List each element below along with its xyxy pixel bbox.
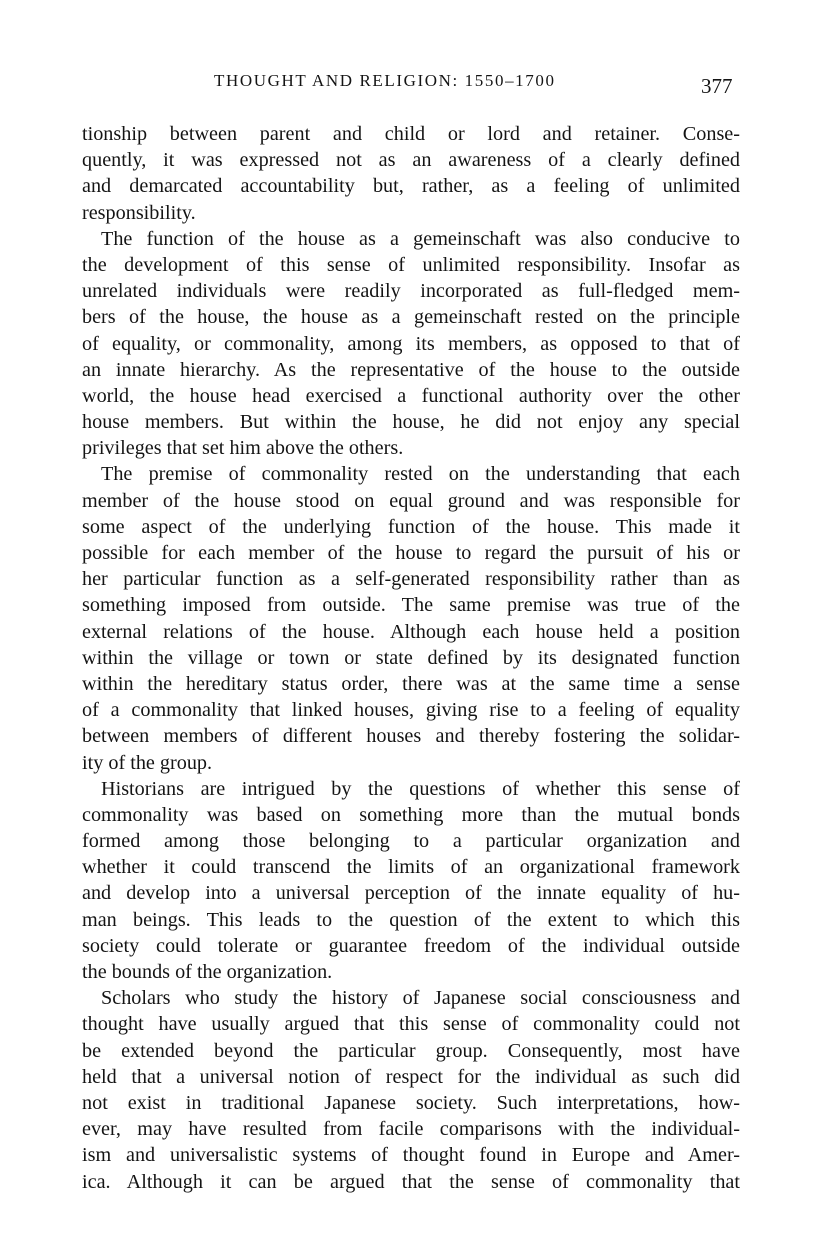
page-header [0,71,822,101]
text-line: the development of this sense of unlimited responsibility. Insofar as [82,253,740,276]
text-line: house members. But within the house, he did not enjoy any special [82,411,740,434]
text-line: quently, it was expressed not as an awareness of a clearly defined [82,149,740,172]
text-line: of equality, or commonality, among its members, as opposed to that of [82,332,740,355]
text-line: external relations of the house. Although each house held a position [82,620,740,643]
text-line: society could tolerate or guarantee freedom of the individual outside [82,934,740,957]
text-line: ica. Although it can be argued that the sense of commonality that [82,1170,740,1193]
paragraph [82,776,740,986]
text-line: bers of the house, the house as a gemeinschaft rested on the principle [82,306,740,329]
paragraph [82,121,740,226]
text-line: not exist in traditional Japanese society. Such interpretations, how- [82,1091,740,1114]
text-line: and demarcated accountability but, rather, as a feeling of unlimited [82,175,740,198]
text-line: the bounds of the organization. [82,961,333,983]
text-line: something imposed from outside. The same premise was true of the [82,594,740,617]
text-line: some aspect of the underlying function of the house. This made it [82,515,740,538]
text-line: be extended beyond the particular group. Consequently, most have [82,1039,740,1062]
text-line: between members of different houses and thereby fostering the solidar- [82,725,740,748]
text-line: commonality was based on something more than the mutual bonds [82,803,740,826]
text-line: ism and universalistic systems of thought found in Europe and Amer- [82,1144,740,1167]
text-line: tionship between parent and child or lord and retainer. Conse- [82,123,740,145]
body-text [82,121,740,1195]
paragraph [82,985,740,1195]
text-line: The premise of commonality rested on the understanding that each [101,463,740,486]
text-line: privileges that set him above the others. [82,437,404,460]
text-line: whether it could transcend the limits of an organizational framework [82,856,740,879]
text-line: formed among those belonging to a particular organization and [82,830,740,853]
text-line: of a commonality that linked houses, giving rise to a feeling of equality [82,699,740,722]
text-line: within the village or town or state defined by its designated function [82,646,740,669]
text-line: Historians are intrigued by the questions of whether this sense of [101,777,740,800]
text-line: ever, may have resulted from facile comparisons with the individual- [82,1118,740,1141]
text-line: member of the house stood on equal ground and was responsible for [82,489,740,512]
text-line: possible for each member of the house to regard the pursuit of his or [82,542,740,564]
text-line: man beings. This leads to the question of the extent to which this [82,908,740,931]
text-line: and develop into a universal perception of the innate equality of hu- [82,882,740,905]
text-line: her particular function as a self-generated responsibility rather than as [82,568,740,591]
text-line: Scholars who study the history of Japanese social consciousness and [101,987,740,1010]
page-number: 377 [701,74,733,98]
text-line: thought have usually argued that this sense of commonality could not [82,1013,740,1036]
text-line: ity of the group. [82,751,213,774]
running-head: THOUGHT AND RELIGION: 1550–1700 [214,71,556,90]
text-line: within the hereditary status order, there was at the same time a sense [82,672,740,695]
text-line: responsibility. [82,201,196,224]
text-line: an innate hierarchy. As the representative of the house to the outside [82,358,740,381]
text-line: The function of the house as a gemeinschaft was also conducive to [101,227,740,250]
text-line: unrelated individuals were readily incorporated as full-fledged mem- [82,280,740,303]
paragraph [82,461,740,775]
text-line: held that a universal notion of respect for the individual as such did [82,1065,740,1088]
paragraph [82,226,740,462]
text-line: world, the house head exercised a functional authority over the other [82,384,740,407]
